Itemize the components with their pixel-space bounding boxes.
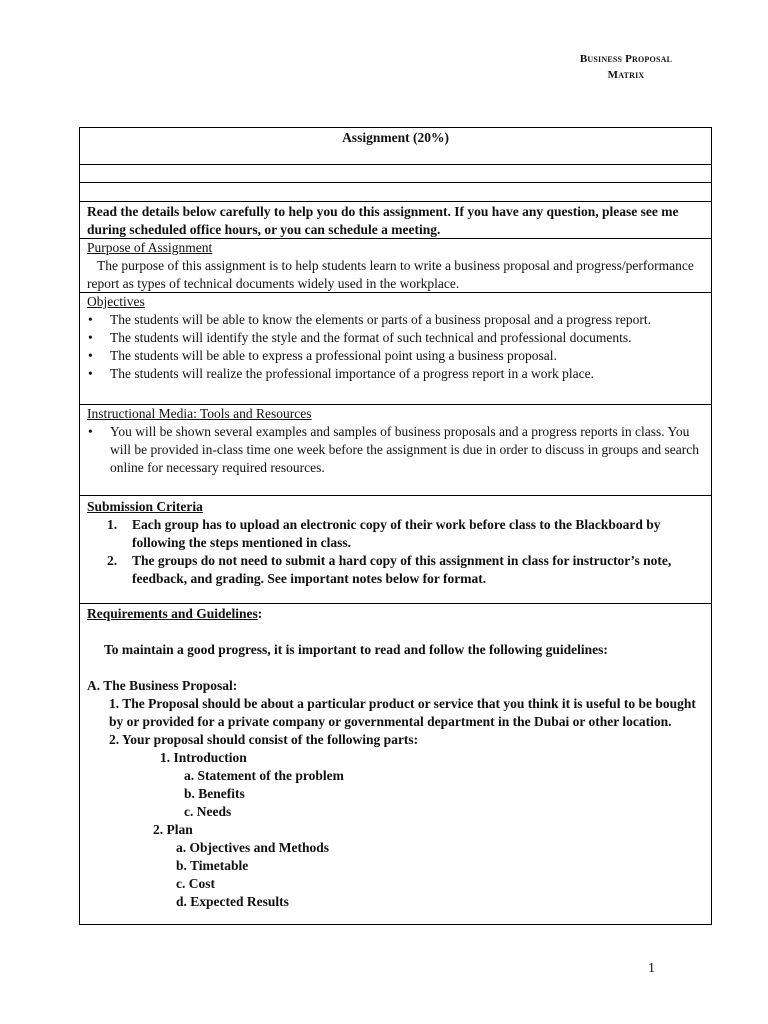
list-item [87,516,704,552]
bullet-icon: • [88,424,93,439]
purpose-heading: Purpose of Assignment [87,240,213,255]
list-item [87,347,704,365]
objective-text: The students will be able to know the elements or parts of a business proposal and a progress report. [110,312,651,327]
purpose-text: The purpose of this assignment is to help students learn to write a business proposal and progress/performance report as types of technical documents widely used in the workplace. [87,258,694,291]
requirements-row [80,603,711,924]
part-sub-item: b. Timetable [176,858,249,873]
objectives-heading: Objectives [87,294,145,309]
list-number: 2. [107,553,118,568]
submission-row [80,495,711,603]
list-number: 1. [107,517,118,532]
part-sub-item: c. Cost [176,876,215,891]
blank-row-1 [80,164,711,182]
objectives-row [80,292,711,404]
media-heading: Instructional Media: Tools and Resources [87,406,312,421]
page-number: 1 [648,961,655,976]
submission-text: The groups do not need to submit a hard copy of this assignment in class for instructor’s note, feedback, and grading. See important notes below for format. [132,553,672,586]
table-title: Assignment (20%) [342,130,449,145]
purpose-row [80,238,711,292]
bullet-icon: • [88,312,93,327]
table-title-row [80,128,711,164]
blank-row-2 [80,182,711,201]
objective-text: The students will identify the style and the format of such technical and professional documents. [110,330,632,345]
list-item [87,365,704,383]
media-row [80,404,711,495]
read-note-text: Read the details below carefully to help you do this assignment. If you have any question, please see me during scheduled office hours, or you can schedule a meeting. [87,204,679,237]
list-item [87,552,704,588]
part-introduction: 1. Introduction [160,750,247,765]
objectives-list [87,311,704,383]
bullet-icon: • [88,348,93,363]
part-sub-item: a. Statement of the problem [184,768,344,783]
running-header [540,51,712,83]
requirement-item-1: 1. The Proposal should be about a particular product or service that you think it is useful to be bought by or provided for a private company or governmental department in the Dubai or other location. [109,696,696,729]
submission-heading: Submission Criteria [87,499,203,514]
running-header-line2: Matrix [607,69,645,81]
requirements-lead: To maintain a good progress, it is important to read and follow the following guidelines: [104,642,608,657]
part-sub-item: c. Needs [184,804,232,819]
media-list [87,423,704,477]
bullet-icon: • [88,330,93,345]
assignment-table [79,127,712,925]
media-text: You will be shown several examples and samples of business proposals and a progress reports in class. You will be provided in-class time one week before the assignment is due in order to discuss in groups and search online for necessary required resources. [110,424,699,475]
part-plan: 2. Plan [153,822,193,837]
list-item [87,329,704,347]
part-sub-item: a. Objectives and Methods [176,840,329,855]
section-a-heading: A. The Business Proposal: [87,678,238,693]
list-item [87,423,704,477]
bullet-icon: • [88,366,93,381]
submission-list [87,516,704,588]
objective-text: The students will be able to express a professional point using a business proposal. [110,348,557,363]
submission-text: Each group has to upload an electronic copy of their work before class to the Blackboard by following the steps mentioned in class. [132,517,661,550]
objective-text: The students will realize the professional importance of a progress report in a work place. [110,366,594,381]
running-header-line1: Business Proposal [579,53,673,65]
part-sub-item: b. Benefits [184,786,245,801]
list-item [87,311,704,329]
requirement-item-2: 2. Your proposal should consist of the following parts: [109,732,419,747]
requirements-heading: Requirements and Guidelines: [87,606,263,621]
read-note-row [80,201,711,238]
part-sub-item: d. Expected Results [176,894,289,909]
